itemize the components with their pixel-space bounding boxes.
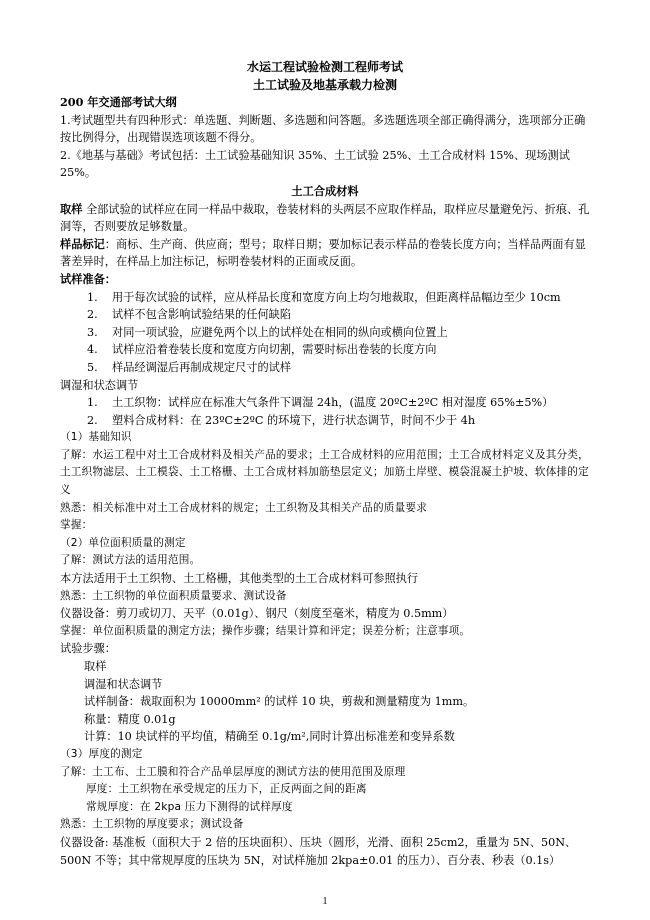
marking-label: 样品标记 — [60, 236, 105, 251]
mass-step-weighing: 称量：精度 0.01g — [84, 712, 176, 726]
basics-master: 掌握： — [60, 519, 93, 532]
document-title-line1: 水运工程试验检测工程师考试 — [246, 60, 403, 74]
document-title-line2: 土工试验及地基承载力检测 — [252, 78, 397, 92]
mass-instruments: 仪器设备：剪刀或切刀、天平（0.01g）、钢尺（刻度至毫米，精度为 0.5mm） — [60, 607, 454, 621]
item-number: 1. — [87, 396, 98, 410]
thickness-definition: 厚度：土工织物在承受规定的压力下，正反两面之间的距离 — [86, 783, 367, 796]
prep-heading — [60, 271, 590, 289]
mass-understand: 了解：测试方法的适用范围。 — [60, 554, 201, 567]
item-number: 5. — [87, 360, 98, 374]
prep-label: 试样准备 — [60, 271, 105, 286]
item-number: 2. — [87, 413, 98, 427]
basics-title: （1）基础知识 — [60, 431, 132, 444]
sampling-text: 全部试验的试样应在同一样品中裁取，卷装材料的头两层不应取作样品，取样应尽量避免污、折痕、孔洞等，否则要放足够数量。 — [60, 202, 590, 234]
thickness-understand: 了解：土工布、土工膜和符合产品单层厚度的测试方法的使用范围及原理 — [60, 765, 406, 778]
item-number: 3. — [87, 325, 98, 339]
thickness-normal: 常规厚度：在 2kpa 压力下测得的试样厚度 — [86, 800, 293, 813]
conditioning-heading: 调湿和状态调节 — [60, 378, 139, 392]
mass-step-preparation: 试样制备：裁取面积为 10000mm² 的试样 10 块，剪裁和测量精度为 1mm。 — [84, 695, 475, 709]
item-number: 4. — [87, 343, 98, 357]
prep-colon: ： — [104, 271, 116, 286]
item-text: 用于每次试验的试样，应从样品长度和宽度方向上均匀地裁取，但距离样品幅边至少 10cm — [112, 290, 561, 304]
syllabus-paragraph-1: 1.考试题型共有四种形式：单选题、判断题、多选题和问答题。多选题选项全部正确得满分，选项部分正确按比例得分，出现错误选项该题不得分。 — [60, 113, 586, 145]
marking-paragraph — [60, 236, 590, 271]
item-text: 对同一项试验，应避免两个以上的试样处在相同的纵向或横向位置上 — [112, 325, 448, 339]
list-item — [60, 324, 590, 342]
list-item — [60, 341, 590, 359]
item-text: 塑料合成材料：在 23ºC±2ºC 的环境下，进行状态调节，时间不少于 4h — [112, 413, 476, 427]
list-item — [60, 359, 590, 377]
list-item — [60, 412, 590, 430]
thickness-familiar: 熟悉：土工织物的厚度要求；测试设备 — [60, 818, 244, 831]
list-item — [60, 394, 590, 412]
conditioning-list — [60, 394, 590, 429]
sampling-label: 取样 — [60, 201, 83, 216]
syllabus-paragraph-2: 2.《地基与基础》考试包括：土工试验基础知识 35%、土工试验 25%、土工合成材料 15%、现场测试 25%。 — [60, 148, 570, 180]
page-number: 1 — [322, 896, 328, 907]
thickness-instruments: 仪器设备: 基准板（面积大于 2 倍的压块面积）、压块（圆形，光滑、面积 25cm2，重量为 5N、50N、500N 不等；其中常规厚度的压块为 5N，对试样施加 2kpa±0.01 的压力）、百分表、秒表（0.1s） — [60, 835, 577, 867]
item-text: 土工织物：试样应在标准大气条件下调湿 24h，(温度 20ºC±2ºC 相对湿度 65%±5%） — [112, 396, 554, 410]
item-text: 样品经调湿后再制成规定尺寸的试样 — [112, 360, 292, 374]
marking-text: ：商标、生产商、供应商；型号；取样日期；要加标记表示样品的卷装长度方向；当样品两面有显著差异时，在样品上加注标记，标明卷装材料的正面或反面。 — [60, 237, 586, 269]
sampling-paragraph — [60, 201, 590, 236]
item-number: 1. — [87, 290, 98, 304]
mass-step-calculation: 计算：10 块试样的平均值，精确至 0.1g/m²,同时计算出标准差和变异系数 — [84, 730, 455, 744]
mass-master: 掌握：单位面积质量的测定方法；操作步骤；结果计算和评定；误差分析；注意事项。 — [60, 624, 471, 637]
list-item — [60, 289, 590, 307]
syllabus-heading: 200 年交通部考试大纲 — [60, 95, 177, 109]
mass-title: （2）单位面积质量的测定 — [60, 536, 186, 549]
thickness-title: （3）厚度的测定 — [60, 747, 143, 760]
prep-list — [60, 289, 590, 377]
section-title: 土工合成材料 — [291, 183, 359, 198]
mass-familiar: 熟悉：土工织物的单位面积质量要求、测试设备 — [60, 589, 287, 602]
item-number: 2. — [87, 308, 98, 322]
mass-scope: 本方法适用于土工织物、土工格栅，其他类型的土工合成材料可参照执行 — [60, 572, 419, 586]
basics-understand: 了解：水运工程中对土工合成材料及相关产品的要求；土工合成材料的应用范围；土工合成材料定义及其分类，土工织物滤层、土工模袋、土工格栅、土工合成材料加筋垫层定义；加筋土岸壁、模袋混凝土护坡、软体排的定义 — [60, 448, 589, 497]
mass-steps-label: 试验步骤： — [60, 642, 116, 656]
basics-familiar: 熟悉：相关标准中对土工合成材料的规定；土工织物及其相关产品的质量要求 — [60, 501, 427, 514]
item-text: 试样应沿着卷装长度和宽度方向切割，需要时标出卷装的长度方向 — [112, 343, 437, 357]
mass-step-conditioning: 调湿和状态调节 — [84, 677, 163, 691]
list-item — [60, 306, 590, 324]
mass-step-sampling: 取样 — [84, 660, 107, 673]
item-text: 试样不包含影响试验结果的任何缺陷 — [112, 308, 292, 322]
